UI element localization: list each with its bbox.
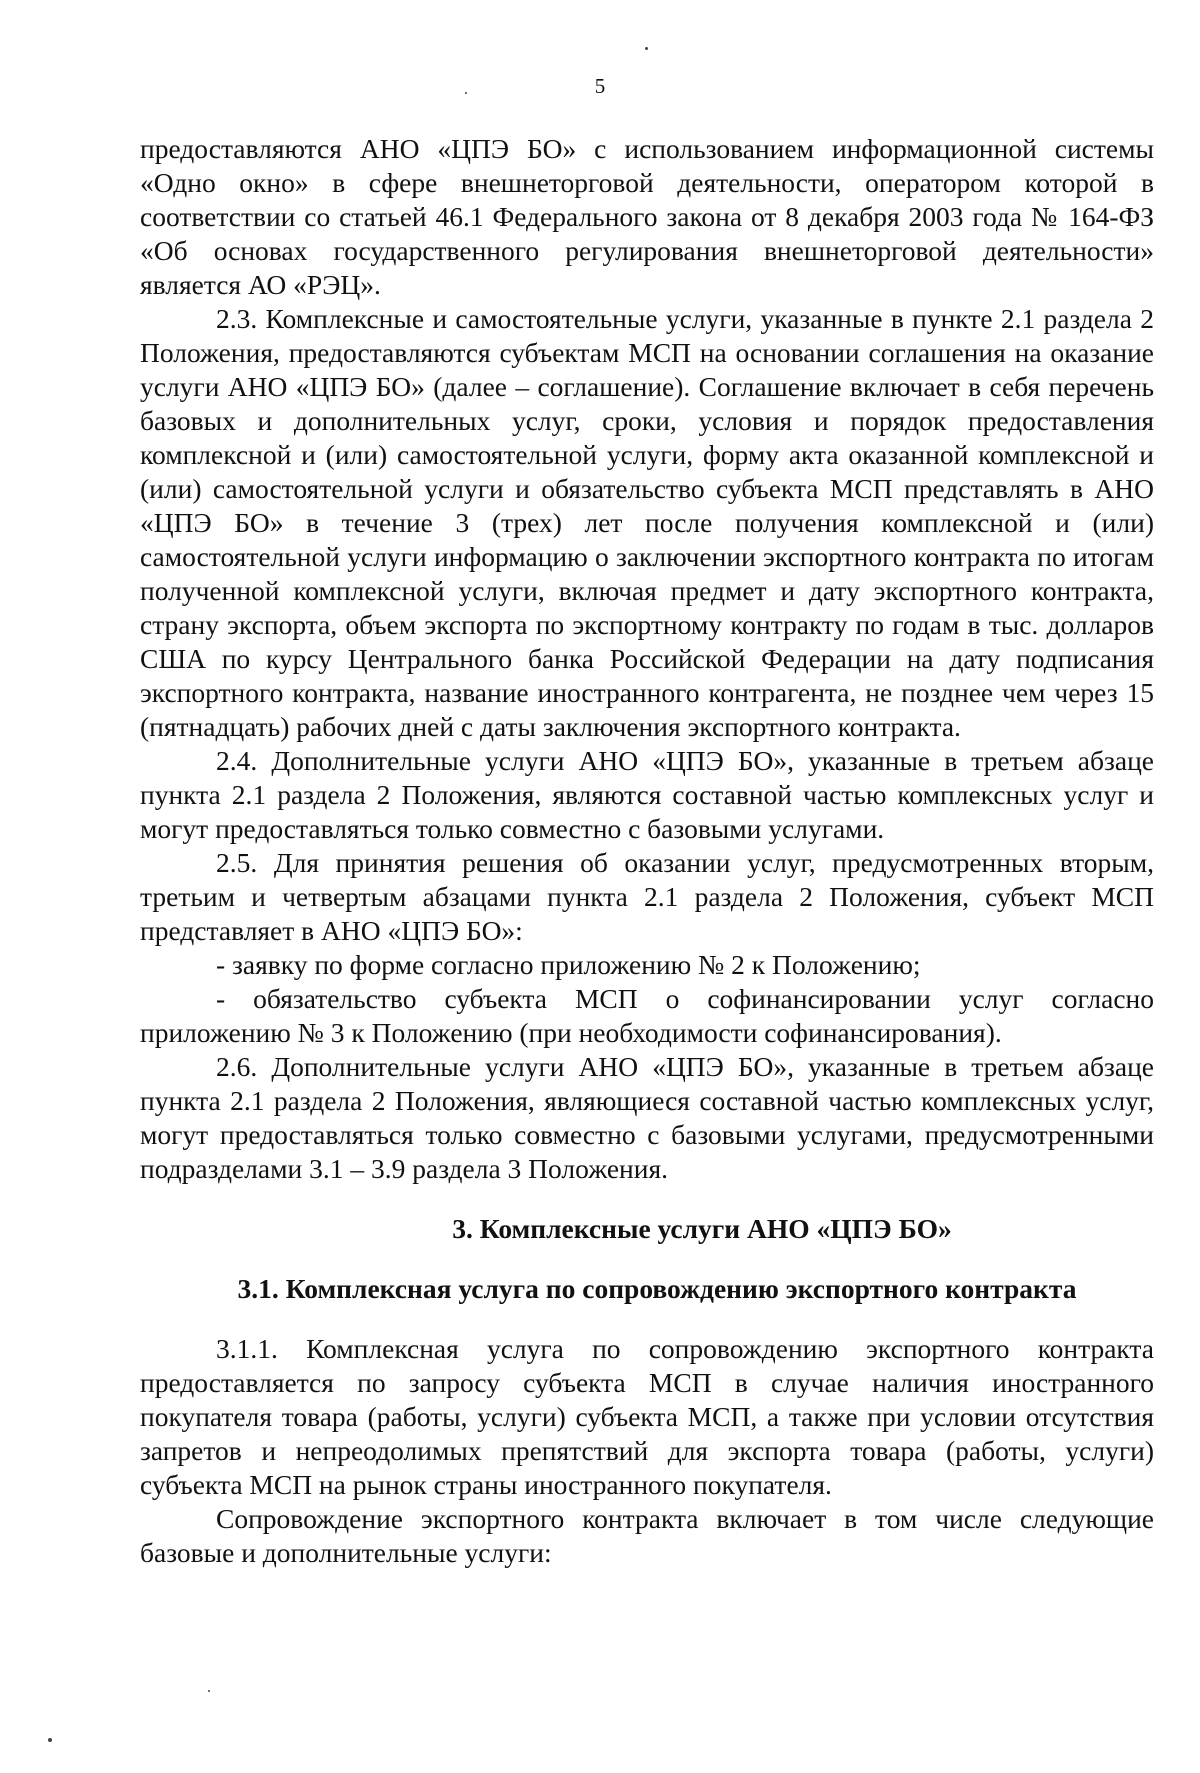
scan-speck [465,92,467,94]
page-number: 5 [594,74,606,98]
paragraph-2-5: 2.5. Для принятия решения об оказании услуг, предусмотренных вторым, третьим и четвертым абзацами пункта 2.1 раздела 2 Положения, субъект МСП представляет в АНО «ЦПЭ БО»: [140,847,1154,946]
paragraph-2-3: 2.3. Комплексные и самостоятельные услуги, указанные в пункте 2.1 раздела 2 Положения, предоставляются субъектам МСП на основании соглашения на оказание услуги АНО «ЦПЭ БО» (далее – соглашение). Соглашение включает в себя перечень базовых и дополнительных услуг, сроки, условия и порядок предоставления комплексной и (или) самостоятельной услуги, форму акта оказанной комплексной и (или) самостоятельной услуги и обязательство субъекта МСП представлять в АНО «ЦПЭ БО» в течение 3 (трех) лет после получения комплексной и (или) самостоятельной услуги информацию о заключении экспортного контракта по итогам полученной комплексной услуги, включая предмет и дату экспортного контракта, страну экспорта, объем экспорта по экспортному контракту по годам в тыс. долларов США по курсу Центрального банка Российской Федерации на дату подписания экспортного контракта, название иностранного контрагента, не позднее чем через 15 (пятнадцать) рабочих дней с даты заключения экспортного контракта. [140,303,1154,742]
scan-speck [645,47,648,50]
section-heading: 3. Комплексные услуги АНО «ЦПЭ БО» [452,1213,952,1244]
paragraph-2-4: 2.4. Дополнительные услуги АНО «ЦПЭ БО», указанные в третьем абзаце пункта 2.1 раздела 2 Положения, являются составной частью комплексных услуг и могут предоставляться только совместно с базовыми услугами. [140,745,1154,844]
paragraph-2-6: 2.6. Дополнительные услуги АНО «ЦПЭ БО», указанные в третьем абзаце пункта 2.1 раздела 2 Положения, являющиеся составной частью комплексных услуг, могут предоставляться только совместно с базовыми услугами, предусмотренными подразделами 3.1 – 3.9 раздела 3 Положения. [140,1051,1154,1184]
subsection-heading: 3.1. Комплексная услуга по сопровождению экспортного контракта [237,1273,1077,1304]
list-item-obligation: - обязательство субъекта МСП о софинансировании услуг согласно приложению № 3 к Положению (при необходимости софинансирования). [140,983,1154,1048]
paragraph-3-1-1: 3.1.1. Комплексная услуга по сопровождению экспортного контракта предоставляется по запросу субъекта МСП в случае наличия иностранного покупателя товара (работы, услуги) субъекта МСП, а также при условии отсутствия запретов и непреодолимых препятствий для экспорта товара (работы, услуги) субъекта МСП на рынок страны иностранного покупателя. [140,1333,1154,1500]
paragraph-continuation: предоставляются АНО «ЦПЭ БО» с использованием информационной системы «Одно окно» в сфере внешнеторговой деятельности, оператором которой в соответствии со статьей 46.1 Федерального закона от 8 декабря 2003 года № 164-ФЗ «Об основах государственного регулирования внешнеторговой деятельности» является АО «РЭЦ». [140,133,1154,300]
document-body [140,132,1154,1570]
scan-speck [48,1738,52,1742]
scan-speck [208,1690,210,1692]
paragraph-services-intro: Сопровождение экспортного контракта включает в том числе следующие базовые и дополнительные услуги: [140,1503,1154,1568]
list-item-application: - заявку по форме согласно приложению № 2 к Положению; [216,949,921,980]
